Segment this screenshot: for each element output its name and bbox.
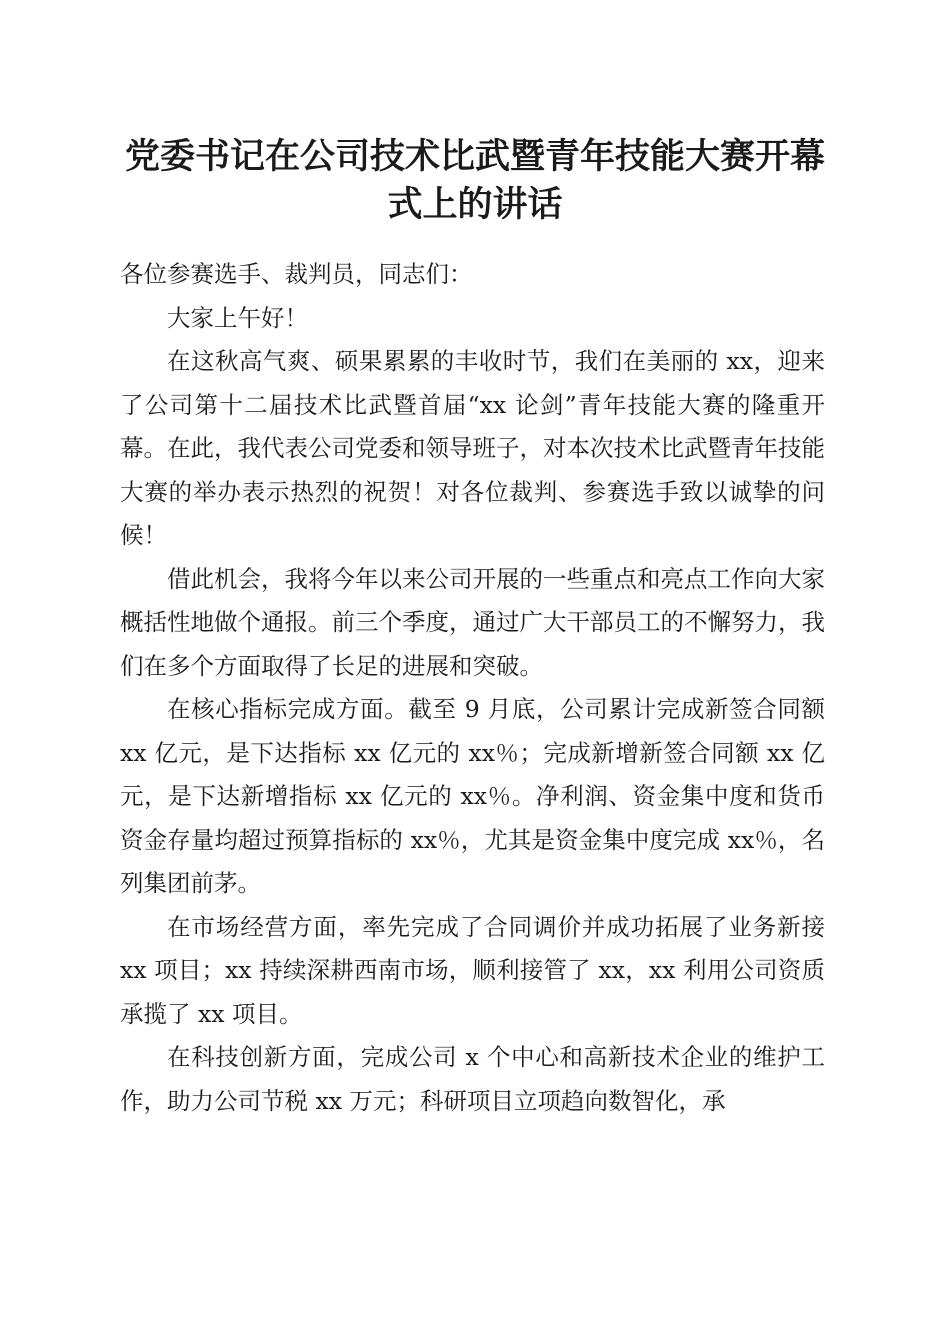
paragraph-report-intro: 借此机会，我将今年以来公司开展的一些重点和亮点工作向大家概括性地做个通报。前三个季度，通过广大干部员工的不懈努力，我们在多个方面取得了长足的进展和突破。 [120,564,825,680]
title-line-1: 党委书记在公司技术比武暨青年技能大赛开幕 [124,136,825,177]
document-body [120,253,825,1123]
paragraph-market: 在市场经营方面，率先完成了合同调价并成功拓展了业务新接 xx 项目；xx 持续深耕西南市场，顺利接管了 xx，xx 利用公司资质承揽了 xx 项目。 [120,912,825,1028]
paragraph-opening: 在这秋高气爽、硕果累累的丰收时节，我们在美丽的 xx，迎来了公司第十二届技术比武暨首届“xx 论剑”青年技能大赛的隆重开幕。在此，我代表公司党委和领导班子，对本次技术比武暨青年技能大赛的举办表示热烈的祝贺！对各位裁判、参赛选手致以诚挚的问候！ [120,347,825,549]
salutation: 各位参赛选手、裁判员，同志们： [120,260,473,288]
paragraph-core-indicators: 在核心指标完成方面。截至 9 月底，公司累计完成新签合同额 xx 亿元，是下达指标 xx 亿元的 xx％；完成新增新签合同额 xx 亿元，是下达新增指标 xx 亿元的 xx％。净利润、资金集中度和货币资金存量均超过预算指标的 xx％，尤其是资金集中度完成 xx％，名列集团前茅。 [120,695,825,897]
paragraph-innovation: 在科技创新方面，完成公司 x 个中心和高新技术企业的维护工作，助力公司节税 xx 万元；科研项目立项趋向数智化，承 [120,1043,825,1115]
title-line-2: 式上的讲话 [387,184,563,225]
document-title [100,133,850,229]
paragraph-greeting: 大家上午好！ [167,303,308,332]
